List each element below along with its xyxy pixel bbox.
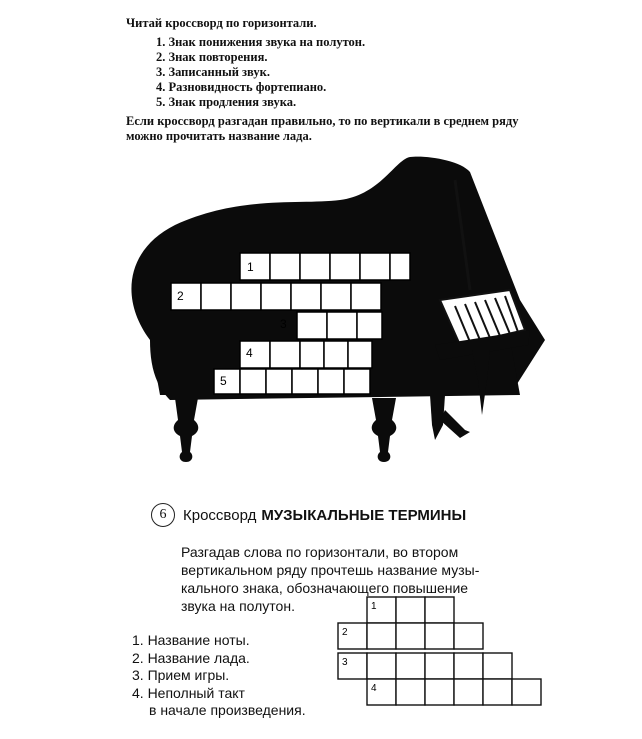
crossword2-cell[interactable]: [454, 679, 483, 705]
crossword1-cell[interactable]: [321, 283, 351, 310]
crossword2-cell[interactable]: [396, 653, 425, 679]
crossword1-cell[interactable]: [292, 369, 318, 394]
crossword1-cell[interactable]: [214, 369, 240, 394]
crossword2-cell[interactable]: [396, 679, 425, 705]
intro-line: вертикальном ряду прочтешь название музы-: [181, 562, 480, 578]
crossword2-cell[interactable]: [512, 679, 541, 705]
crossword1-cell[interactable]: [348, 341, 372, 368]
crossword2-cell[interactable]: [396, 597, 425, 623]
crossword1-instruction: Читай кроссворд по горизонтали.: [126, 16, 317, 30]
crossword1-cell[interactable]: [318, 369, 344, 394]
crossword1-cell[interactable]: [270, 341, 300, 368]
crossword2-number: 3: [342, 657, 348, 668]
crossword1-cell[interactable]: [240, 253, 270, 280]
crossword1-cell[interactable]: [297, 312, 327, 339]
exercise-prefix: Кроссворд: [183, 506, 257, 524]
crossword2-cell[interactable]: [396, 623, 425, 649]
exercise-heading: [151, 503, 466, 527]
crossword1-clue: 4. Разновидность фортепиано.: [156, 80, 327, 94]
exercise-clue: 2. Название лада.: [132, 649, 250, 666]
exercise-clue: 3. Прием игры.: [132, 667, 230, 683]
crossword1-cell[interactable]: [231, 283, 261, 310]
crossword1-cell[interactable]: [171, 283, 201, 310]
exercise-clue-list: [132, 632, 306, 720]
crossword1-cell[interactable]: [360, 253, 390, 280]
intro-line: Разгадав слова по горизонтали, во втором: [181, 544, 459, 560]
crossword2-cell[interactable]: [338, 653, 367, 679]
crossword1-cell[interactable]: [330, 253, 360, 280]
crossword1-clue: 2. Знак повторения.: [156, 50, 268, 64]
crossword1-cell[interactable]: [390, 253, 410, 280]
crossword2-number: 2: [342, 627, 348, 638]
crossword1-clue: 3. Записанный звук.: [156, 65, 270, 79]
exercise-clue: 1. Название ноты.: [132, 632, 250, 648]
intro-line: звука на полутон.: [181, 598, 295, 614]
crossword1-conclusion-1: Если кроссворд разгадан правильно, то по вертикали в среднем ряду: [126, 114, 519, 128]
crossword1-cell[interactable]: [300, 341, 324, 368]
crossword2-cell[interactable]: [425, 597, 454, 623]
crossword2-cell[interactable]: [425, 679, 454, 705]
crossword1-number: 2: [177, 289, 184, 303]
crossword1-cell[interactable]: [240, 369, 266, 394]
crossword1-cell[interactable]: [270, 253, 300, 280]
intro-line: кального знака, обозначающего повышение: [181, 580, 469, 596]
exercise-title: МУЗЫКАЛЬНЫЕ ТЕРМИНЫ: [261, 506, 467, 524]
crossword2-cell[interactable]: [454, 623, 483, 649]
crossword1-cell[interactable]: [261, 283, 291, 310]
crossword1-clue: 1. Знак понижения звука на полутон.: [156, 35, 366, 49]
crossword2-cell[interactable]: [483, 653, 512, 679]
crossword1-number: 1: [247, 260, 254, 274]
exercise-clue: 4. Неполный такт: [132, 684, 245, 701]
crossword2-cell[interactable]: [367, 653, 396, 679]
crossword2-cell[interactable]: [454, 653, 483, 679]
crossword2-cell[interactable]: [425, 653, 454, 679]
crossword1-cell[interactable]: [327, 312, 357, 339]
exercise-number: 6: [151, 503, 175, 527]
crossword2-cell[interactable]: [338, 623, 367, 649]
crossword1-cell[interactable]: [351, 283, 381, 310]
crossword1-number: 4: [246, 346, 253, 360]
crossword1-cell[interactable]: [344, 369, 370, 394]
crossword1-conclusion-2: можно прочитать название лада.: [126, 129, 312, 143]
crossword2-cell[interactable]: [483, 679, 512, 705]
crossword1-cell[interactable]: [201, 283, 231, 310]
crossword1-clue: 5. Знак продления звука.: [156, 95, 297, 109]
crossword2-number: 4: [371, 683, 377, 694]
crossword1-cell[interactable]: [324, 341, 348, 368]
crossword1-cell[interactable]: [291, 283, 321, 310]
crossword2-cell[interactable]: [367, 623, 396, 649]
exercise-intro: [181, 543, 511, 615]
crossword1-cell[interactable]: [300, 253, 330, 280]
crossword2-cell[interactable]: [425, 623, 454, 649]
crossword2-cell[interactable]: [367, 679, 396, 705]
crossword2-cell[interactable]: [367, 597, 396, 623]
crossword1-cell[interactable]: [266, 369, 292, 394]
crossword2-number: 1: [371, 601, 377, 612]
crossword1-number: 3: [280, 317, 287, 331]
crossword1-number: 5: [220, 374, 227, 388]
crossword1-cell[interactable]: [240, 341, 270, 368]
exercise-clue-continuation: в начале произведения.: [149, 702, 306, 718]
crossword1-cell[interactable]: [357, 312, 382, 339]
